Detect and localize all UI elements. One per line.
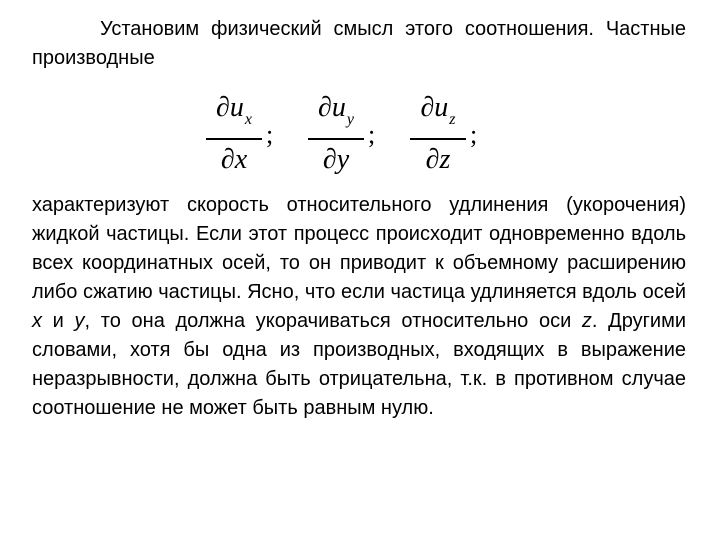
separator: ;: [368, 120, 376, 149]
fraction-bar: [410, 138, 466, 140]
separator: ;: [470, 120, 478, 149]
intro-paragraph: Установим физический смысл этого соотношения. Частные производные: [32, 18, 686, 69]
body-paragraph: [32, 191, 686, 423]
fraction-bar: [308, 138, 364, 140]
numerator-subscript: z: [449, 111, 456, 128]
numerator-symbol: ∂u: [318, 92, 346, 123]
derivative-uy-dy: [308, 92, 364, 176]
body-text-part-4: . Другими словами, хотя бы одна из производных, входящих в выражение неразрывности, должна быть отрицательна, т.к. в противном случае соотношение не может быть равным нулю.: [32, 310, 686, 419]
numerator-subscript: y: [346, 111, 354, 128]
axis-x-label: x: [32, 310, 42, 332]
numerator: [420, 92, 455, 136]
body-text-part-1: характеризуют скорость относительного удлинения (укорочения) жидкой частицы. Если этот процесс происходит одновременно вдоль всех координатных осей, то он приводит к объемному расширению либо сжатию частицы. Ясно, что если частица удлиняется вдоль осей: [32, 194, 686, 303]
separator: ;: [266, 120, 274, 149]
denominator: ∂y: [322, 143, 350, 175]
derivative-ux-dx: [206, 92, 262, 176]
derivative-uz-dz: [410, 92, 466, 176]
body-text-part-2: и: [42, 310, 75, 332]
numerator: [216, 92, 252, 136]
axis-z-label: z: [581, 310, 592, 332]
denominator: ∂x: [220, 143, 248, 175]
fraction-bar: [206, 138, 262, 140]
denominator: ∂z: [425, 143, 451, 175]
body-text-part-3: , то она должна укорачиваться относительно оси: [84, 310, 582, 332]
numerator-symbol: ∂u: [216, 92, 244, 123]
numerator-symbol: ∂u: [420, 92, 449, 123]
numerator: [318, 92, 354, 136]
axis-y-label: y: [74, 310, 85, 332]
partial-derivatives-block: [0, 92, 720, 182]
numerator-subscript: x: [244, 111, 252, 128]
